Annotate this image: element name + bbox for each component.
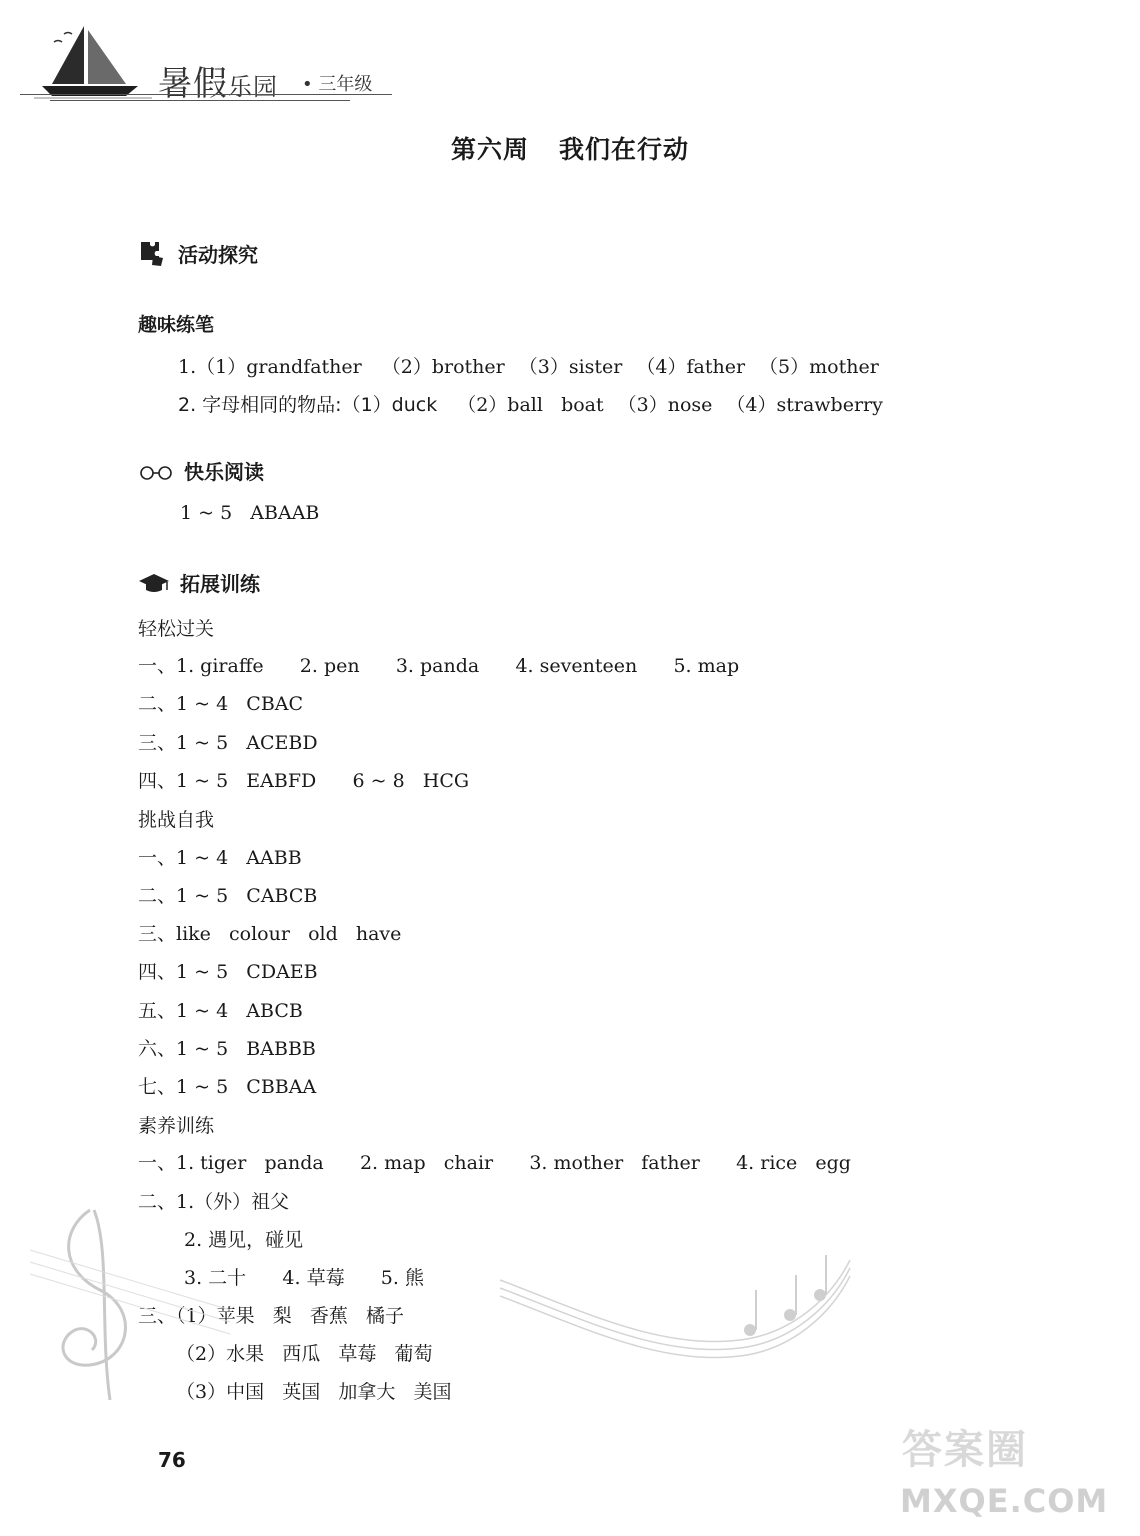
answer-item: 1.（1）grandfather <box>178 356 362 378</box>
answer-line: 二、1 ~ 5 CABCB <box>138 885 318 907</box>
brand-main: 暑假 <box>158 64 228 104</box>
title-week: 第六周 <box>450 135 529 164</box>
answer-line: 1 ~ 5 ABAAB <box>180 502 320 524</box>
answer-line <box>178 352 879 379</box>
page-number: 76 <box>158 1448 186 1472</box>
answer-item: （2）brother <box>381 356 505 378</box>
treble-clef-decoration-icon <box>30 1190 230 1410</box>
watermark-text: 答案圈 <box>902 1427 1028 1473</box>
sailboat-icon <box>34 20 154 100</box>
answer-line: 四、1 ~ 5 CDAEB <box>138 961 318 983</box>
puzzle-icon <box>138 238 168 268</box>
subsection-fun-writing: 趣味练笔 <box>138 314 215 336</box>
answer-line: 一、1 ~ 4 AABB <box>138 847 302 869</box>
answer-line: 3. 二十 4. 草莓 5. 熊 <box>184 1267 424 1289</box>
title-topic: 我们在行动 <box>559 135 690 164</box>
answer-line: 四、1 ~ 5 EABFD 6 ~ 8 HCG <box>138 770 470 792</box>
section-activity-title: 活动探究 <box>178 242 258 267</box>
answer-line: 三、like colour old have <box>138 923 402 945</box>
answer-line: 二、1.（外）祖父 <box>138 1191 290 1213</box>
header-rule-secondary <box>50 100 350 101</box>
brand-tail: 乐园 <box>228 73 278 101</box>
answer-line <box>178 390 883 417</box>
section-reading-title: 快乐阅读 <box>184 460 264 484</box>
answer-line: 六、1 ~ 5 BABBB <box>138 1038 316 1060</box>
answer-line: （2）水果 西瓜 草莓 葡萄 <box>176 1343 433 1365</box>
answer-line: 一、1. tiger panda 2. map chair 3. mother father 4. rice egg <box>138 1152 851 1174</box>
answer-line: 二、1 ~ 4 CBAC <box>138 693 304 715</box>
subsection-easy: 轻松过关 <box>138 618 215 640</box>
watermark-logo <box>896 1418 1109 1528</box>
page-header <box>20 14 400 106</box>
graduation-cap-icon <box>138 572 170 594</box>
answer-line: 七、1 ~ 5 CBBAA <box>138 1076 317 1098</box>
answer-item: （5）mother <box>759 356 879 378</box>
answer-line: （3）中国 英国 加拿大 美国 <box>176 1381 452 1403</box>
answer-line: 2. 遇见，碰见 <box>184 1229 304 1251</box>
grade-label: • 三年级 <box>302 74 373 95</box>
answer-item: （3）nose <box>617 394 713 416</box>
answer-line: 三、（1）苹果 梨 香蕉 橘子 <box>138 1305 404 1327</box>
section-extension-heading <box>138 568 260 597</box>
answer-item: 2. 字母相同的物品:（1）duck <box>178 394 438 416</box>
answer-line: 一、1. giraffe 2. pen 3. panda 4. seventeen 5. map <box>138 655 740 677</box>
brand-title <box>158 56 278 105</box>
section-reading-heading <box>138 456 264 485</box>
answer-item: （3）sister <box>518 356 623 378</box>
section-extension-title: 拓展训练 <box>180 572 260 596</box>
subsection-literacy: 素养训练 <box>138 1115 215 1137</box>
answer-item: （4）father <box>636 356 746 378</box>
watermark-url: MXQE.COM <box>900 1482 1109 1520</box>
answer-item: （4）strawberry <box>726 394 883 416</box>
subsection-challenge: 挑战自我 <box>138 809 215 831</box>
header-rule <box>20 94 392 95</box>
page-title <box>0 130 1140 166</box>
music-staff-decoration-icon <box>500 1200 860 1380</box>
answer-line: 三、1 ~ 5 ACEBD <box>138 732 318 754</box>
answer-item: （2）ball boat <box>457 394 604 416</box>
section-activity-heading <box>138 238 258 268</box>
answer-line: 五、1 ~ 4 ABCB <box>138 1000 303 1022</box>
glasses-icon <box>138 461 174 481</box>
